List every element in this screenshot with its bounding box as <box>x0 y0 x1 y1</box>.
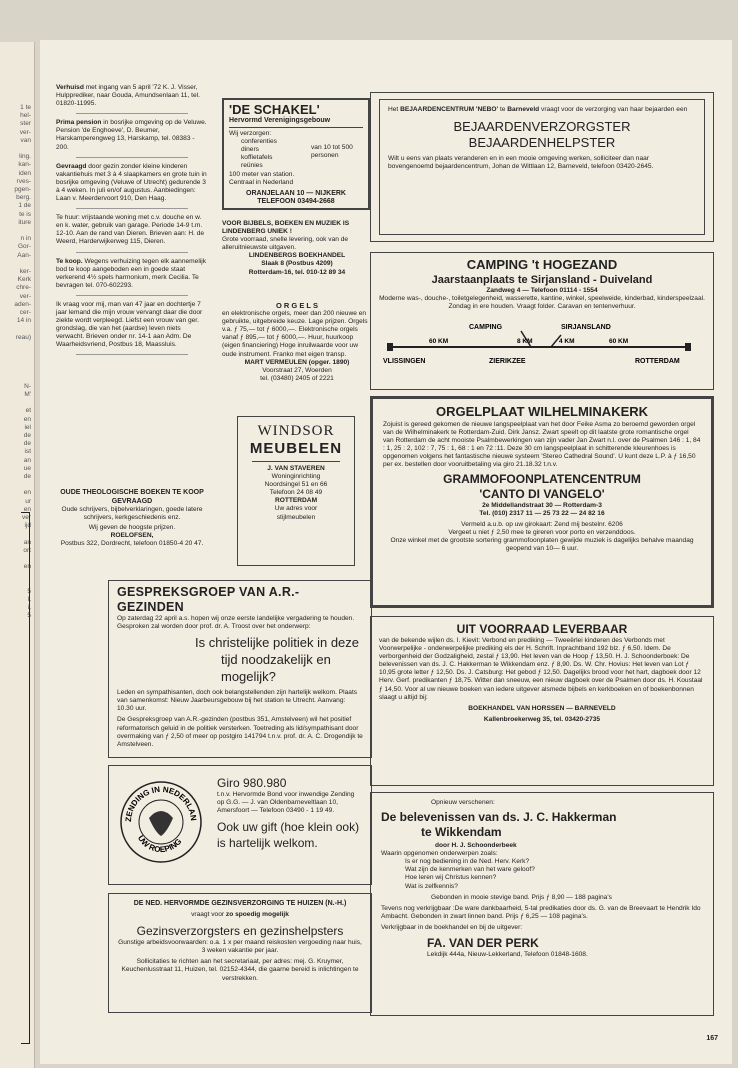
classified-text: Te huur: vrijstaande woning met c.v. douche en w. en k. water, gebruik van garage. Periode 14-9 t.m. 12-10. Aan de rand van Dieren. Brieven aan: H. de Weerd, Harderwijkerweg 115, Dieren. <box>56 214 205 246</box>
classified-ad <box>56 214 208 246</box>
orgels-tel: tel. (03480) 2405 of 2221 <box>260 374 334 382</box>
strip-fragment: 1 de <box>18 202 31 210</box>
strip-fragment: de <box>23 432 31 439</box>
strip-fragment: te is <box>19 210 31 218</box>
gespreks-q1: Is christelijke politiek in deze <box>195 635 360 651</box>
camping-addr: Zandweg 4 — Telefoon 01114 - 1554 <box>486 287 598 294</box>
voorraad-title: UIT VOORRAAD LEVERBAAR <box>456 622 628 636</box>
orgels-ad <box>222 302 372 383</box>
strip-fragment: van <box>20 136 31 144</box>
strip-fragment: de <box>23 440 31 448</box>
oude-boeken-ad <box>56 488 208 548</box>
de-schakel-ad <box>222 98 370 210</box>
strip-fragment: et <box>25 407 31 415</box>
bijbels-addr2: Rotterdam-16, tel. 010-12 89 34 <box>248 268 346 276</box>
classifieds-column <box>56 84 208 360</box>
orgelplaat-l2: Vergeet u niet ƒ 2,50 mee te gireren voor porto en verzenddoos. <box>448 528 636 536</box>
orgelplaat-ad <box>370 396 714 608</box>
lindenberg-ad <box>222 220 372 277</box>
bijbels-body: Grote voorraad, snelle levering, ook van de alleruitnieuwste uitgaven. <box>222 236 349 252</box>
gespreks-p1: Leden en sympathisanten, doch ook belangstellenden zijn hartelijk welkom. Plaats van samenkomst: Nieuw Jaarbeursgebouw bij het station te Utrecht. Aanvang: 10.30 uur. <box>117 689 358 713</box>
giro-big1: Ook uw gift (hoe klein ook) <box>217 820 360 835</box>
hakkerman-ad <box>370 792 714 1016</box>
oude-sub: Wij geven de hoogste prijzen. <box>88 524 176 532</box>
orgelplaat-l3: Onze winkel met de grootste sortering grammofoonplaten gewijde muziek is dagelijks behalve maandag geopend van 10— 6 uur. <box>390 536 694 553</box>
nebo-intro-te: te <box>498 106 508 113</box>
strip-bracket <box>21 512 30 1044</box>
strip-fragment: n in <box>20 235 31 243</box>
schakel-item: conferenties <box>241 138 277 146</box>
hak-title1: De belevenissen van ds. J. C. Hakkerman <box>381 810 617 825</box>
hak-author: door H. J. Schoonderbeek <box>435 842 517 850</box>
seal-bottom: UW ROEPING <box>135 833 184 855</box>
hak-p2: Verkrijgbaar in de boekhandel en bij de uitgever: <box>381 923 523 931</box>
classified-text: met ingang van 5 april '72 K. J. Visser, Hulpprediker, naar Gouda, Amundsenlaan 11, tel. 01820-11995. <box>56 84 200 108</box>
nebo-place: Barneveld <box>507 106 540 113</box>
windsor-line: stijlmeubelen <box>276 513 316 521</box>
classified-ad <box>56 119 208 151</box>
hak-question: Wat zijn de kenmerken van het ware geloof? <box>405 866 535 874</box>
orgelplaat-h2: 'CANTO DI VANGELO' <box>479 486 605 501</box>
voorraad-addr: Kallenbroekerweg 35, tel. 03420-2735 <box>483 715 601 723</box>
schakel-sub: Hervormd Verenigingsgebouw <box>229 117 331 124</box>
strip-fragment: ort <box>23 546 31 554</box>
schakel-tel: TELEFOON 03494-2668 <box>257 197 335 205</box>
gespreks-p2: De Gespreksgroep van A.R.-gezinden (postbus 351, Amstelveen) wil het positief reformatorisch geluid in de politiek versterken. Toetreding als lid/sympathisant door overmaking van ƒ 2,50 of meer op postgiro 141794 t.n.v. prof. dr. A. C. Drogendijk te Amstelveen. <box>117 716 363 748</box>
classified-ad <box>56 301 208 350</box>
strip-fragment: kan- <box>18 161 31 169</box>
schakel-side: van 10 tot 500 personen <box>311 144 353 160</box>
giro-line: op G.G. — J. van Oldenbarneveltlaan 10, <box>217 799 338 807</box>
strip-fragment: N- <box>24 382 31 390</box>
schakel-item: diners <box>241 146 259 154</box>
strip-fragment: an <box>23 456 31 464</box>
hak-addr: Lekdijk 444a, Nieuw-Lekkerland, Telefoon 01848-1608. <box>427 951 588 959</box>
strip-fragment: ijd <box>24 522 31 530</box>
orgels-name: MART VERMEULEN (opger. 1890) <box>244 358 350 366</box>
windsor-line: Noordsingel 51 en 66 <box>264 481 328 489</box>
hak-pre: Opnieuw verschenen: <box>431 799 495 806</box>
classified-text: Ik vraag voor mij, man van 47 jaar en dochtertje 7 jaar lemand die mijn vrouw vervangt daar die door ziekte wordt verpleegd. Liefst een vrouw van ger. grondslag, die van het (aardse) leven niets verwacht. Brieven onder nr. 14-1 aan Adm. De Waarheidsvriend, Postbus 18, Maassluis. <box>56 300 203 349</box>
schakel-intro: Wij verzorgen: <box>229 130 272 138</box>
orgels-body: en elektronische orgels, meer dan 200 nieuwe en gebruikte, uitgebreide keuze. Lage prijzen. Orgels v.a. ƒ 75,— tot ƒ 6000,—. Elektronische orgels vanaf ƒ 895,— tot ƒ 6000,—. Huur, huurkoop (eigen financiering) Hoge inruilwaarde voor uw oude instrument. Franko met eigen transp. <box>222 310 368 358</box>
windsor-name: J. VAN STAVEREN <box>267 465 325 472</box>
nebo-ad <box>370 92 714 242</box>
strip-fragment: ver- <box>19 292 31 300</box>
classified-lead: Verhuisd <box>56 84 84 91</box>
strip-fragment: Aan- <box>17 251 31 259</box>
schakel-item: koffietafels <box>241 154 273 162</box>
strip-fragment: M' <box>24 391 31 398</box>
map-km: 4 KM <box>559 338 575 346</box>
herv-big: Gezinsverzorgsters en gezinshelpsters <box>136 924 344 939</box>
strip-fragment: reau) <box>15 333 31 341</box>
nebo-centrum: BEJAARDENCENTRUM 'NEBO' <box>400 106 499 113</box>
map-km: 60 KM <box>609 338 629 346</box>
strip-fragment: ster <box>20 120 31 128</box>
camping-title: CAMPING 't HOGEZAND <box>466 257 618 272</box>
hak-bound: Gebonden in mooie stevige band. Prijs ƒ 8,90 — 188 pagina's <box>431 893 612 901</box>
nebo-h2: BEJAARDENHELPSTER <box>468 135 616 151</box>
classified-lead: Te koop. <box>56 257 83 265</box>
windsor-title: MEUBELEN <box>249 440 343 457</box>
bijbels-addr1: Slaak 8 (Postbus 4209) <box>261 260 333 268</box>
hak-title2: te Wikkendam <box>421 825 502 840</box>
map-camping: CAMPING <box>469 324 503 332</box>
orgelplaat-title: ORGELPLAAT WILHELMINAKERK <box>435 404 649 419</box>
giro-big2: is hartelijk welkom. <box>217 836 318 851</box>
gespreks-title: GESPREKSGROEP VAN A.R.-GEZINDEN <box>117 585 300 614</box>
strip-fragment: ling. <box>19 153 31 161</box>
windsor-line: Woninginrichting <box>271 473 321 481</box>
classified-ad <box>56 84 208 108</box>
map-km: 60 KM <box>429 338 449 346</box>
hak-question: Hoe leren wij Christus kennen? <box>405 874 497 882</box>
giro-title: Giro 980.980 <box>217 776 287 790</box>
strip-fragment: 1 te <box>20 104 31 111</box>
strip-fragment: pgen- <box>14 186 31 193</box>
classified-ad <box>56 163 208 203</box>
strip-fragment: en <box>23 505 31 513</box>
classified-text: Wegens verhuizing tegen elk aannemelijk bod te koop aangeboden een in goede staat verkerend 4½ spels harmonium, merk Cecilia. Te bevragen tel. 070-602293. <box>56 257 207 289</box>
windsor-line: Uw adres voor <box>274 505 318 513</box>
herv-p2: Sollicitaties te richten aan het secretariaat, per adres: mej. G. Kruymer, Keuchenlusstraat 11, Huizen, tel. 02152-4344, die gaarne bereid is inlichtingen te verstrekken. <box>121 958 359 982</box>
schakel-line1: 100 meter van station. <box>229 170 295 178</box>
zending-seal <box>117 778 205 866</box>
hak-question: Is er nog bediening in de Ned. Herv. Kerk? <box>405 858 530 866</box>
vlissingen-marker <box>387 343 393 351</box>
gespreksgroep-ad <box>108 580 372 758</box>
voorraad-body: van de bekende wijlen ds. I. Kievit: Verbond en prediking — Tweeërlei kinderen des Verbonds met Voorwerpelijke - onderwerpelijke prediking els der H. Schrift. Inprachtband 192 blz. ƒ 6,50. Idem. De verborgenheid der Godzaligheid, zestal ƒ 13,90. Het leven van de Hoop ƒ 13,50. H. J. Schoonderboek: De belevenissen van ds. J. C. Hakkerman te Wikkendam enz. ƒ 8,90. Ds. W. Chr. Hovius: Het leven van Lot ƒ 10,95 grote letter ƒ 12,50. Ds. J. Catsburg: Het gebod ƒ 12,50. Dagelijks brood voor het hart, dagboek door 12 Herv. Gerf. predikanten ƒ 18,75. Witter dan sneeuw, een nieuw dagboek over de Psalmen door ds. H. Koustaal ƒ 14,50. Voor al uw nieuwe boeken van iedere uitgever alsmede bijbels en kerkboeken en of boekenbonnen slaagt u altijd bij: <box>379 637 703 701</box>
map-rotterdam: ROTTERDAM <box>635 358 680 366</box>
strip-fragment: cer- <box>19 309 31 316</box>
voorraad-name: BOEKHANDEL VAN HORSSEN — BARNEVELD <box>468 704 616 712</box>
map-sirjansland: SIRJANSLAND <box>561 324 611 332</box>
strip-fragment: de <box>23 473 31 480</box>
hak-q-intro: Waarin opgenomen onderwerpen zoals: <box>381 850 498 858</box>
strip-fragment: chre- <box>16 284 31 292</box>
map-zierikzee: ZIERIKZEE <box>489 358 526 366</box>
giro-line: t.n.v. Hervormde Bond voor inwendige Zending <box>217 791 355 798</box>
oude-title: OUDE THEOLOGISCHE BOEKEN TE KOOP GEVRAAGD <box>60 489 204 505</box>
giro-ad <box>108 765 372 885</box>
orgelplaat-body: Zojuist is gereed gekomen de nieuwe langspeelplaat van het door Feike Asma zo beroemd geworden orgel van de Wilhelminakerk te Rotterdam-Zuid. Dirk Jansz. Zwart speelt op dit laatste grote romantische orgel van Rotterdam de acht mooiste Psalmbewerkingen van zijn vader Jan Zwart n.l. over de Psalmen 146 : 1, 84 : 1, 25 : 2, 102 : 7, 75 : 1, 68 : 1 en 72 :11. Deze 30 cm langspeelplaat in schitterende kleurenhoes is opgenomen volgens het fantastische nieuwe systeem 'Stereo Cathedral Sound'. U kunt deze L.P. à ƒ 16,50 per ex. bestellen door vooruitbetaling via giro 21.18.32 t.n.v. <box>383 421 701 469</box>
strip-fragment: Kerk <box>17 276 31 284</box>
strip-fragment: l, <box>27 596 31 603</box>
strip-fragment: aden- <box>14 300 31 308</box>
herv-sub: vraagt voor <box>191 911 226 919</box>
strip-fragment: ist <box>24 448 31 456</box>
strip-fragment: en <box>23 489 31 497</box>
hak-question: Wat is zelfkennis? <box>405 882 458 890</box>
classified-lead: Gevraagd <box>56 162 87 170</box>
strip-fragment: Gor- <box>18 243 31 251</box>
orgelplaat-tel: Tel. (010) 2317 11 — 25 73 22 — 24 82 16 <box>479 509 605 517</box>
strip-fragment: ver <box>21 514 31 521</box>
classified-text: in bosrijke omgeving op de Veluwe. Pension 'de Enghoeve', D. Beumer, Harskamperengweg 13, Harskamp, tel. 08383 - 200. <box>56 119 207 151</box>
herv-p1: Gunstige arbeidsvoorwaarden: o.a. 1 x per maand reiskosten vergoeding naar huis, 3 weken vakantie per jaar. <box>118 939 362 955</box>
giro-line: Amersfoort — Telefoon 03490 - 1 19 49. <box>217 807 335 815</box>
bijbels-name: LINDENBERGS BOEKHANDEL <box>248 252 346 260</box>
voorraad-ad <box>370 616 714 786</box>
strip-fragment: i, <box>27 604 31 612</box>
bijbels-title: VOOR BIJBELS, BOEKEN EN MUZIEK IS LINDENBERG UNIEK ! <box>222 220 350 236</box>
strip-fragment: iel <box>24 423 31 431</box>
camping-ad <box>370 252 714 390</box>
strip-fragment: ue <box>23 464 31 472</box>
strip-fragment: 14 in <box>16 317 31 325</box>
seal-text: ZENDING IN NEDERLAN <box>123 784 199 823</box>
camping-body: Moderne was-, douche-, toiletgelegenheid, wasserette, kantine, winkel, speelweide, kinderbad, kinderspeelzaal. Zondag in ere houden. Vraagt folder. Caravan en tentenverhuur. <box>379 295 705 311</box>
strip-fragment: ur <box>25 497 31 505</box>
herv-title: DE NED. HERVORMDE GEZINSVERZORGING TE HUIZEN (N.-H.) <box>133 900 347 907</box>
strip-fragment: en <box>23 415 31 423</box>
rotterdam-marker <box>685 343 691 351</box>
orgels-addr: Voorstraat 27, Woerden <box>262 366 332 374</box>
strip-fragment: iden <box>18 169 31 177</box>
page-number: 167 <box>706 1035 718 1042</box>
strip-fragment: iture <box>18 218 31 226</box>
adjacent-page-strip <box>0 42 35 1068</box>
orgelplaat-h1: GRAMMOFOONPLATENCENTRUM <box>443 471 641 486</box>
strip-fragment: hel- <box>20 112 31 120</box>
map-vlissingen: VLISSINGEN <box>383 358 426 366</box>
orgels-title: O R G E L S <box>276 301 318 310</box>
windsor-line: Telefoon 24 08 49 <box>269 489 323 497</box>
hak-name: FA. VAN DER PERK <box>427 936 539 951</box>
strip-fragment: 5 <box>27 587 31 595</box>
newspaper-page <box>40 40 732 1064</box>
oude-name: ROELOFSEN, <box>110 532 154 540</box>
nebo-intro-rest: vraagt voor de verzorging van haar bejaarden een <box>539 106 688 113</box>
classified-text: door gezin zonder kleine kinderen vakantiehuis met 3 à 4 slaapkamers en grote tuin in bosrijke omgeving (Veluwe of Utrecht) gedurende 3 à 4 weken. In juli en/of augustus. Aanbiedingen: Laan v. Meerdervoort 910, Den Haag. <box>56 162 207 203</box>
herv-sub-b: zo spoedig mogelijk <box>225 911 289 919</box>
oude-addr: Postbus 322, Dordrecht, telefoon 01850-4 20 47. <box>60 540 204 548</box>
nebo-h1: BEJAARDENVERZORGSTER <box>453 119 631 135</box>
gespreks-q2: tijd noodzakelijk en mogelijk? <box>221 652 331 685</box>
strip-fragment: ver- <box>19 128 31 136</box>
gespreks-intro: Op zaterdag 22 april a.s. hopen wij onze eerste landelijke vergadering te houden. Gesproken zal worden door prof. dr. A. Troost over het onderwerp: <box>117 615 355 631</box>
schakel-addr: ORANJELAAN 10 — NIJKERK <box>246 189 346 197</box>
nebo-body: Wilt u eens van plaats veranderen en in een mooie omgeving werken, solliciteer dan naar bovengenoemd bejaardencentrum, Johan de Wittlaan 12, Barneveld, telefoon 03420-2645. <box>388 155 654 171</box>
orgelplaat-addr: 2e Middellandstraat 30 — Rotterdam-3 <box>482 501 602 509</box>
strip-fragment: rves- <box>16 177 31 185</box>
strip-fragment: 5 <box>27 612 31 620</box>
nebo-intro: Het <box>388 106 401 113</box>
classified-ad <box>56 258 208 290</box>
strip-fragment: berg. <box>16 194 31 202</box>
windsor-ad <box>237 416 355 566</box>
gezinsverzorging-ad <box>108 893 372 1013</box>
windsor-logo: WINDSOR <box>257 423 335 439</box>
windsor-line: ROTTERDAM <box>274 497 318 505</box>
orgelplaat-l1: Vermeld a.u.b. op uw girokaart: Zend mij bestelnr. 6206 <box>461 520 623 528</box>
map-km: 8 KM <box>517 338 533 346</box>
schakel-title: 'DE SCHAKEL' <box>229 102 320 117</box>
classified-lead: Prima pension <box>56 119 102 127</box>
strip-fragment: an <box>23 538 31 546</box>
schakel-line2: Centraal in Nederland <box>229 178 294 186</box>
route-map <box>379 313 705 373</box>
schakel-item: reünies <box>241 162 263 170</box>
oude-body: Oude schrijvers, bijbelverklaringen, goede latere schrijvers, kerkgeschiedenis enz. <box>61 506 203 522</box>
strip-fragment: ker- <box>19 268 31 275</box>
camping-sub: Jaarstaanplaats te Sirjansland - Duiveland <box>431 274 653 286</box>
strip-fragment: en <box>23 563 31 571</box>
hak-p1: Tevens nog verkrijgbaar :De ware dankbaarheid, 5-tal predikaties door ds. G. van de Breevaart te Hendrik Ido Ambacht. Gebonden in zwart linnen band. Prijs ƒ 6,25 — 108 pagina's. <box>381 904 701 920</box>
zending-seal-graphic <box>117 778 205 866</box>
